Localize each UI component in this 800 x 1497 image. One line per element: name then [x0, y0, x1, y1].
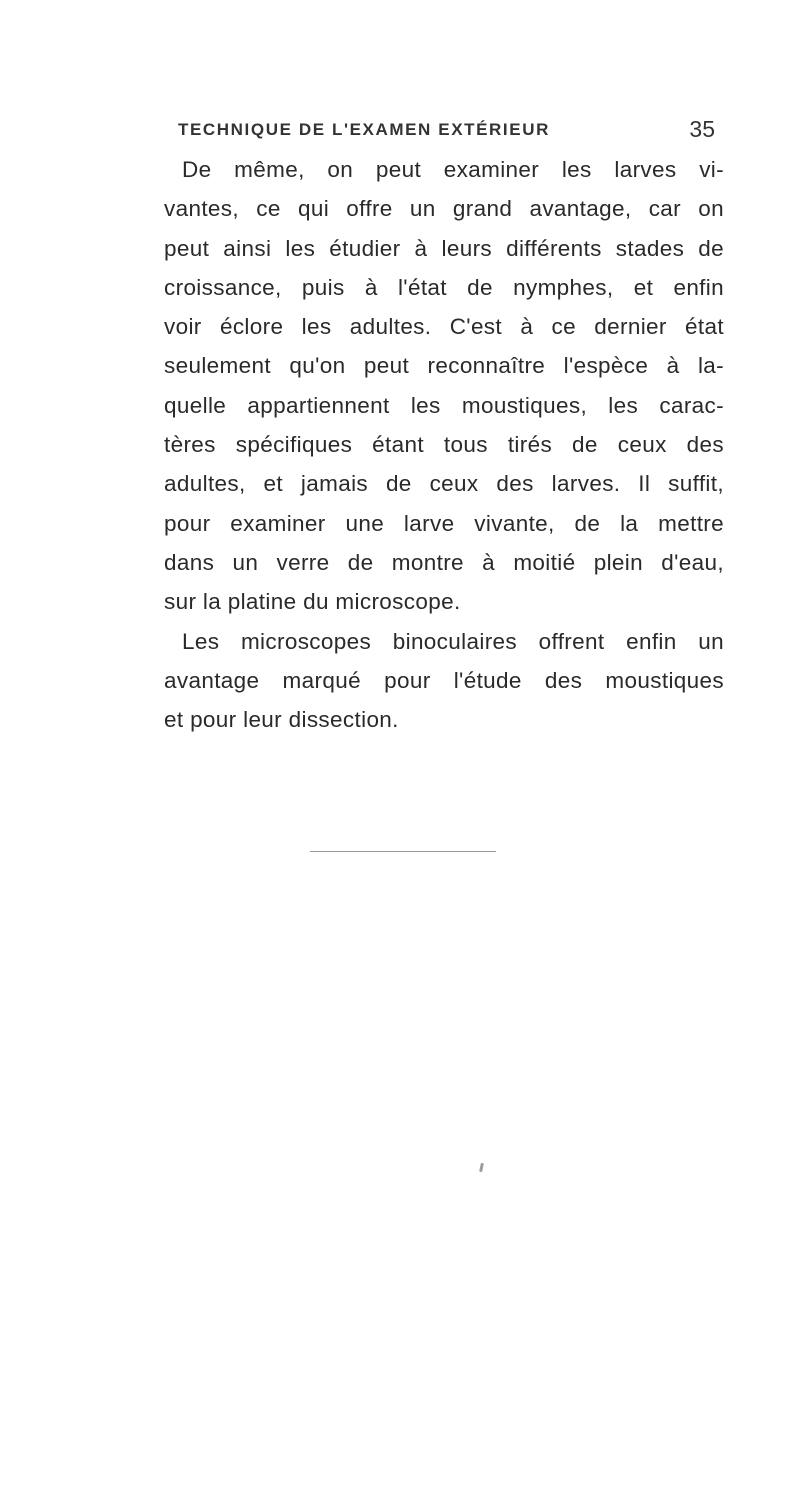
text-line: vantes, ce qui offre un grand avantage, car on	[164, 196, 724, 222]
ink-speck	[479, 1163, 484, 1172]
text-line: et pour leur dissection.	[164, 707, 399, 733]
text-line: pour examiner une larve vivante, de la mettre	[164, 510, 724, 536]
text-line: quelle appartiennent les moustiques, les carac-	[164, 392, 724, 418]
text-line: dans un verre de montre à moitié plein d'eau,	[164, 549, 724, 575]
text-line: peut ainsi les étudier à leurs différents stades de	[164, 235, 724, 261]
text-line: De même, on peut examiner les larves vi-	[182, 157, 724, 182]
text-line: voir éclore les adultes. C'est à ce dernier état	[164, 314, 724, 340]
section-divider	[310, 851, 496, 852]
text-line: seulement qu'on peut reconnaître l'espèce à la-	[164, 353, 724, 379]
text-line: tères spécifiques étant tous tirés de ceux des	[164, 432, 724, 458]
text-line: Les microscopes binoculaires offrent enfin un	[182, 628, 724, 654]
text-line: croissance, puis à l'état de nymphes, et enfin	[164, 274, 724, 300]
text-line: adultes, et jamais de ceux des larves. Il suffit,	[164, 471, 724, 497]
running-title: TECHNIQUE DE L'EXAMEN EXTÉRIEUR	[178, 120, 550, 139]
page-number: 35	[689, 116, 715, 142]
body-text	[164, 150, 724, 739]
text-line: sur la platine du microscope.	[164, 589, 461, 615]
running-head	[160, 116, 715, 146]
text-line: avantage marqué pour l'étude des moustiques	[164, 667, 724, 693]
